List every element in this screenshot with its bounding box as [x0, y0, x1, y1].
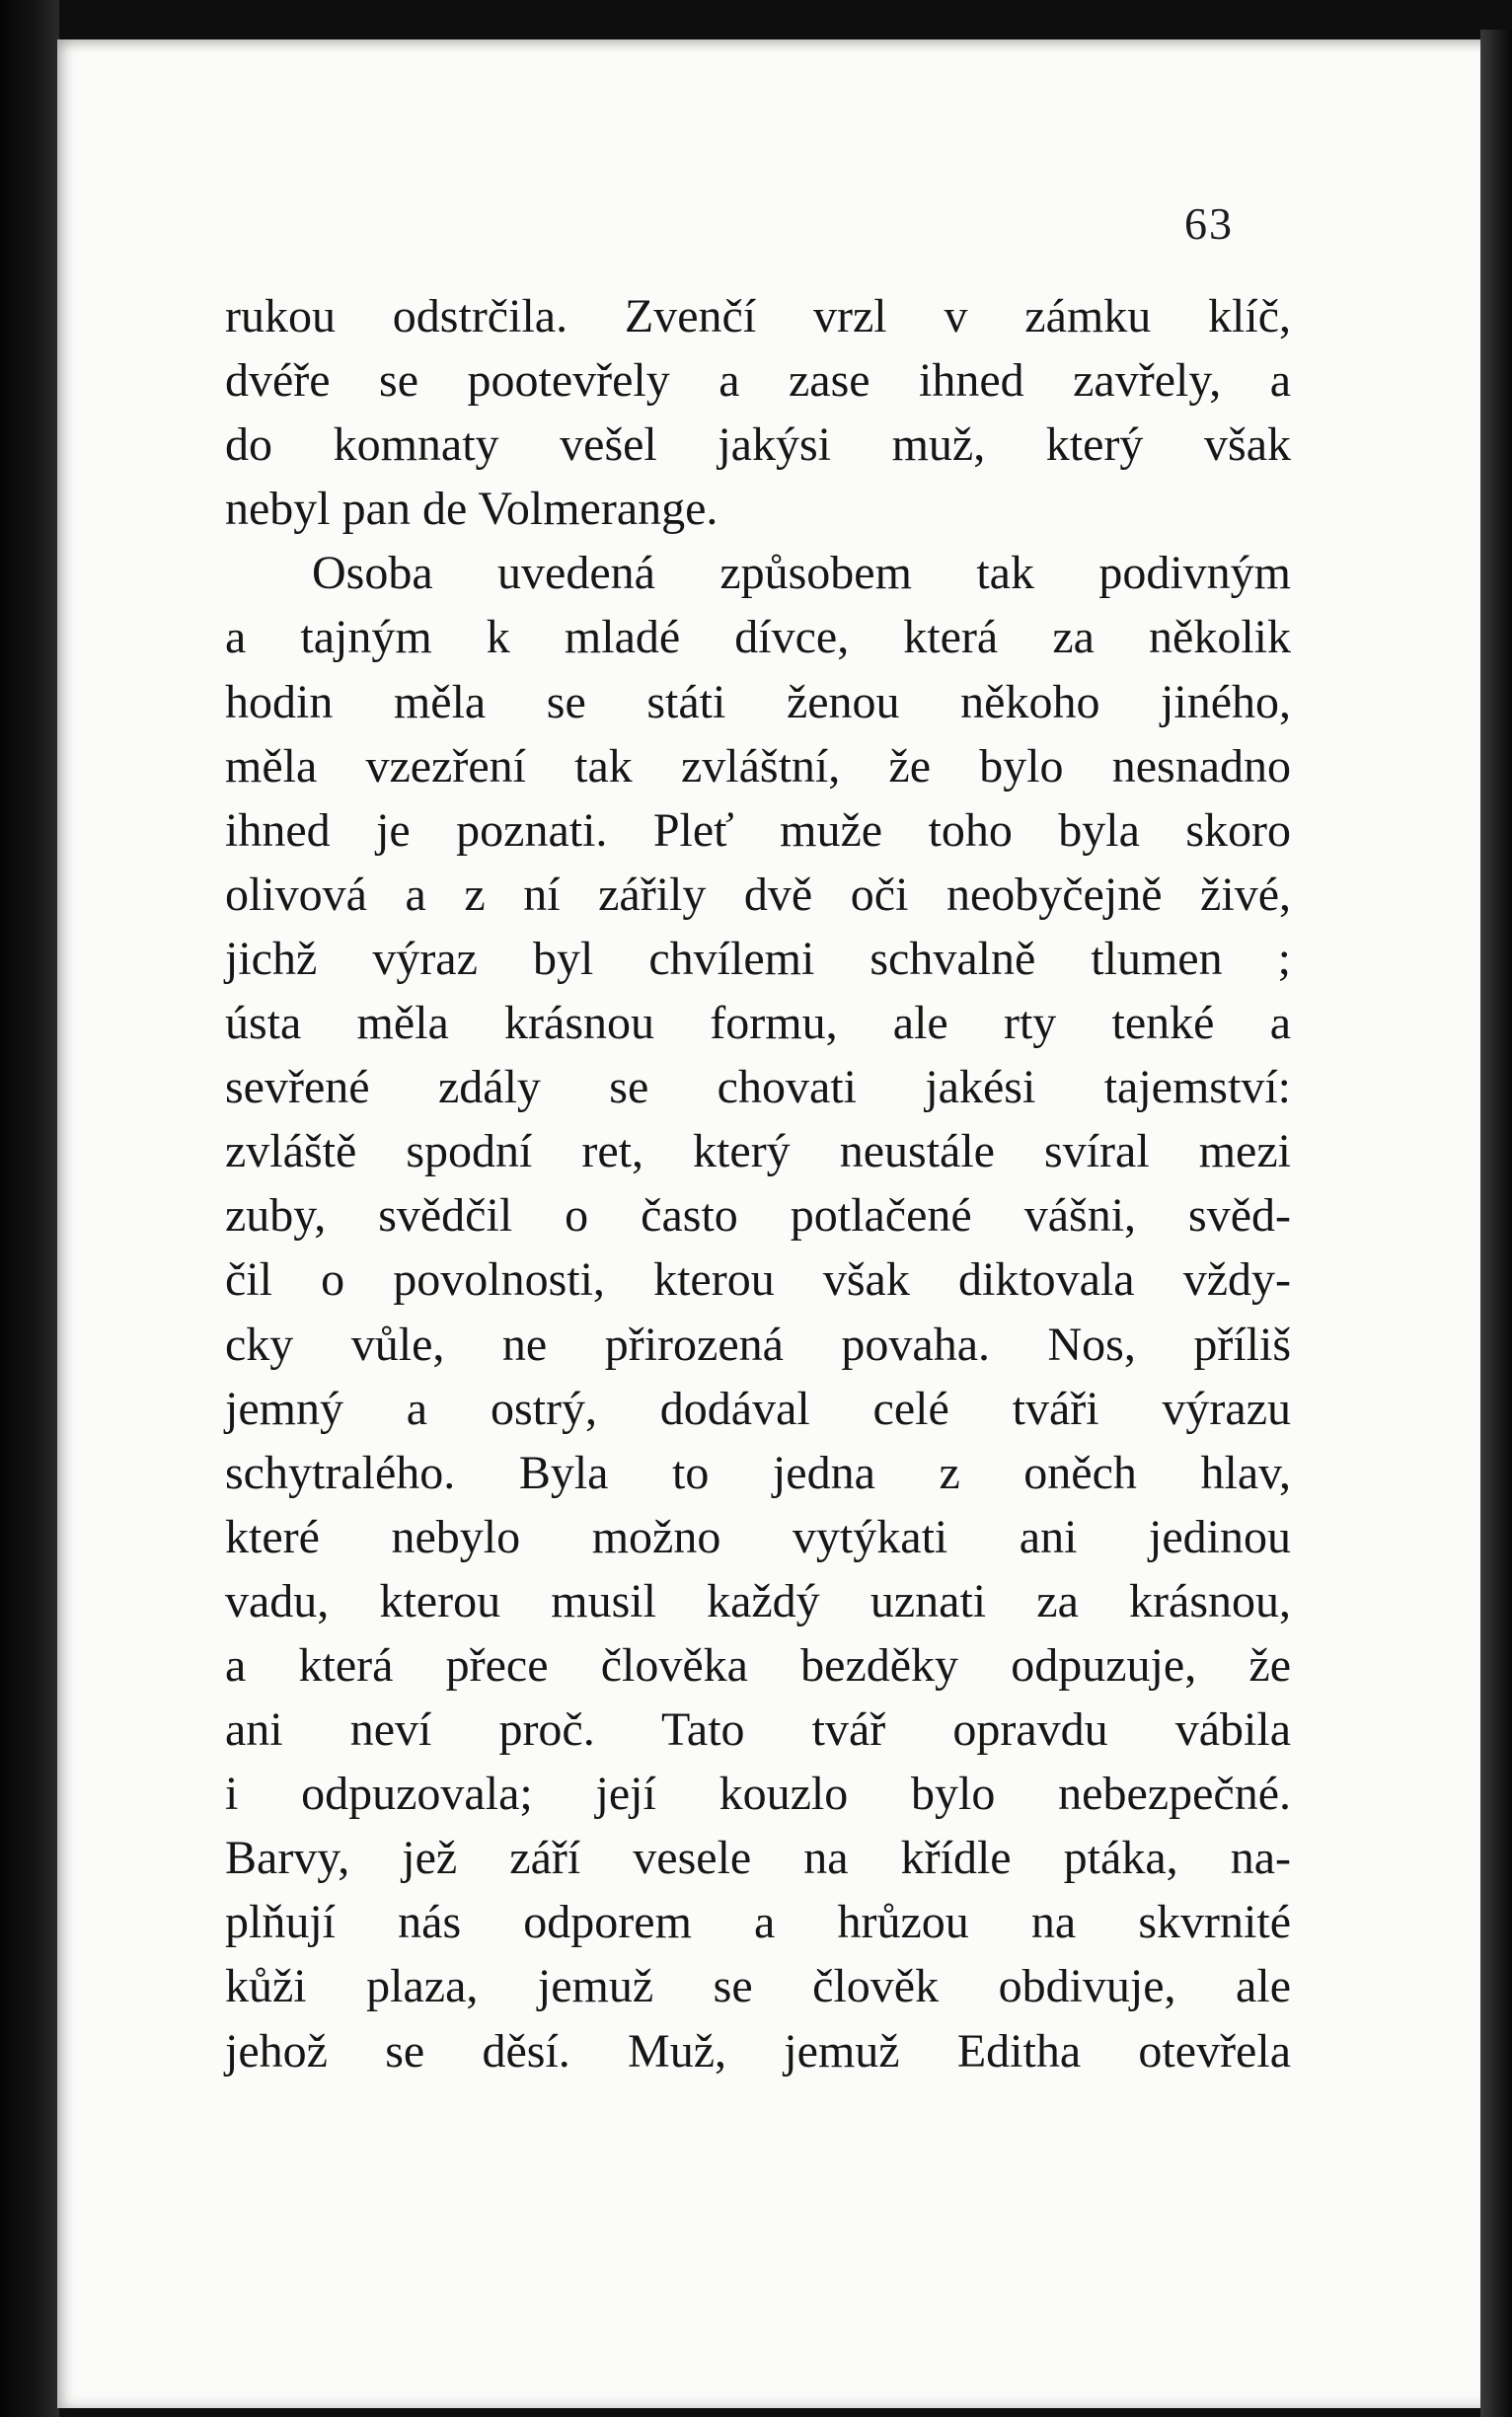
text-line: nebyl pan de Volmerange.: [225, 483, 718, 536]
text-line: kůži plaza, jemuž se člověk obdivuje, ale: [225, 1960, 1291, 2013]
text-line: rukou odstrčila. Zvenčí vrzl v zámku klíč,: [225, 290, 1291, 342]
text-line: a tajným k mladé dívce, která za několik: [225, 611, 1291, 664]
text-line: plňují nás odporem a hrůzou na skvrnité: [225, 1896, 1291, 1949]
text-line: jemný a ostrý, dodával celé tváři výrazu: [225, 1382, 1291, 1435]
text-line: i odpuzovala; její kouzlo bylo nebezpečné.: [225, 1768, 1291, 1821]
text-line: měla vzezření tak zvláštní, že bylo nesnadno: [225, 739, 1291, 793]
text-line: olivová a z ní zářily dvě oči neobyčejně živé,: [225, 868, 1291, 921]
text-line: které nebylo možno vytýkati ani jedinou: [225, 1510, 1291, 1563]
text-line: ani neví proč. Tato tvář opravdu vábila: [225, 1703, 1291, 1757]
text-line: jichž výraz byl chvílemi schvalně tlumen ;: [225, 932, 1291, 985]
text-line: do komnaty vešel jakýsi muž, který však: [225, 418, 1291, 472]
page-edge-shadow: [1480, 30, 1512, 2417]
text-line: a která přece člověka bezděky odpuzuje, že: [225, 1638, 1291, 1692]
text-line: schytralého. Byla to jedna z oněch hlav,: [225, 1446, 1291, 1499]
text-line: hodin měla se státi ženou někoho jiného,: [225, 675, 1291, 728]
text-line: sevřené zdály se chovati jakési tajemství:: [225, 1061, 1291, 1114]
text-line: Osoba uvedená způsobem tak podivným: [312, 547, 1291, 600]
text-line: vadu, kterou musil každý uznati za krásnou,: [225, 1574, 1291, 1627]
text-line: zvláště spodní ret, který neustále svíral mezi: [225, 1125, 1291, 1178]
page-number: 63: [1184, 198, 1234, 249]
text-line: ihned je poznati. Pleť muže toho byla skoro: [225, 803, 1291, 857]
text-line: cky vůle, ne přirozená povaha. Nos, příliš: [225, 1318, 1291, 1371]
page-binding-shadow: [0, 0, 59, 2417]
text-line: zuby, svědčil o často potlačené vášni, svěd-: [225, 1189, 1291, 1243]
text-line: jehož se děsí. Muž, jemuž Editha otevřela: [225, 2024, 1291, 2077]
text-line: dvéře se pootevřely a zase ihned zavřely, a: [225, 354, 1291, 408]
body-text: [225, 284, 1291, 2083]
text-line: čil o povolnosti, kterou však diktovala vždy-: [225, 1253, 1291, 1307]
text-line: ústa měla krásnou formu, ale rty tenké a: [225, 997, 1291, 1050]
text-line: Barvy, jež září vesele na křídle ptáka, na-: [225, 1832, 1291, 1885]
